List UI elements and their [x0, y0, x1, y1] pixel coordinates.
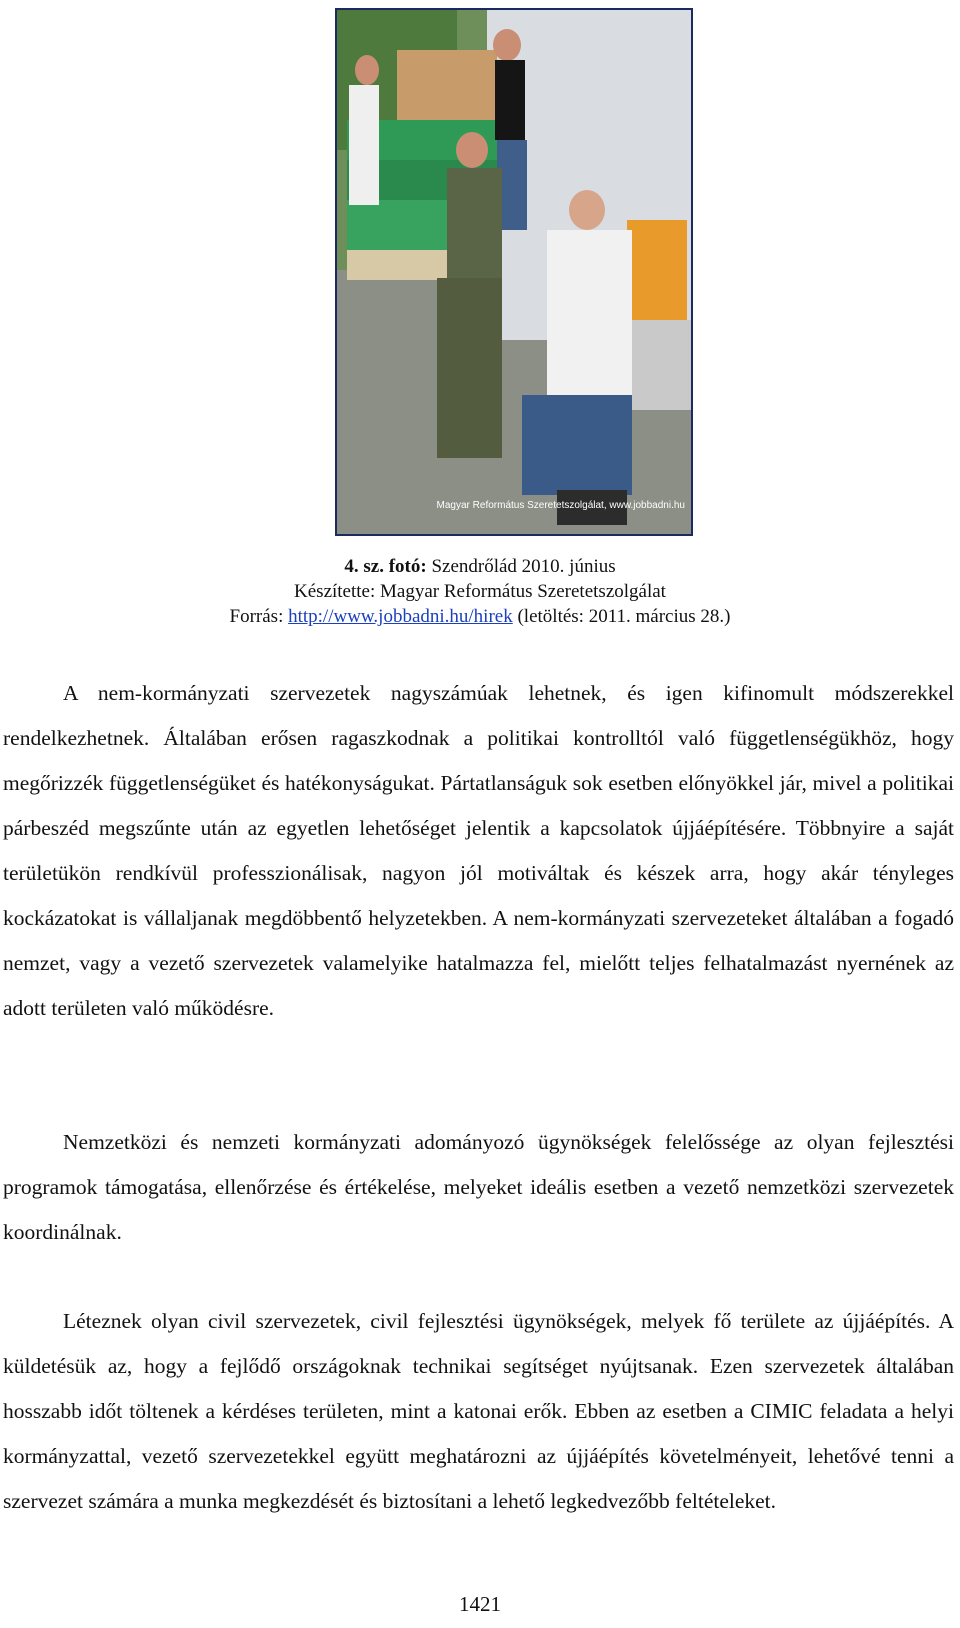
source-suffix: (letöltés: 2011. március 28.) — [512, 606, 731, 627]
page-number: 1421 — [459, 1592, 501, 1616]
caption-place-date: Szendrőlád 2010. június — [426, 556, 616, 577]
caption-line-3 — [0, 604, 960, 629]
paragraph-ngo-overview: A nem-kormányzati szervezetek nagyszámúak lehetnek, és igen kifinomult módszerekkel rendelkezhetnek. Általában erősen ragaszkodnak a politikai kontrolltól való függetlenségükhöz, hogy megőrizzék függetlenségüket és hatékonyságukat. Pártatlanságuk sok esetben előnyökkel jár, mivel a politikai párbeszéd megszűnte után az egyetlen lehetőséget jelentik a kapcsolatok újjáépítésére. Többnyire a saját területükön rendkívül professzionálisak, nagyon jól motiváltak és készek arra, hogy akár tényleges kockázatokat is vállaljanak megdöbbentő helyzetekben. A nem-kormányzati szervezeteket általában a fogadó nemzet, vagy a vezető szervezetek valamelyike hatalmazza fel, mielőtt teljes felhatalmazást nyernének az adott területen való működésre. — [3, 681, 954, 1020]
caption-line-2: Készítette: Magyar Református Szeretetszolgálat — [294, 581, 666, 602]
photo-caption — [0, 554, 960, 629]
volunteers-photo — [335, 8, 693, 536]
photo-illustration — [337, 10, 691, 534]
paragraph-civil-development: Léteznek olyan civil szervezetek, civil fejlesztési ügynökségek, melyek fő területe az újjáépítés. A küldetésük az, hogy a fejlődő országoknak technikai segítséget nyújtsanak. Ezen szervezetek általában hosszabb időt töltenek a kérdéses területen, mint a katonai erők. Ebben az esetben a CIMIC feladata a helyi kormányzattal, vezető szervezetekkel együtt meghatározni az újjáépítés követelményeit, lehetővé tenni a szervezet számára a munka megkezdését és biztosítani a lehető legkedvezőbb feltételeket. — [3, 1309, 954, 1513]
source-prefix: Forrás: — [229, 606, 289, 627]
caption-label: 4. sz. fotó: — [344, 556, 427, 577]
source-link[interactable]: http://www.jobbadni.hu/hirek — [288, 606, 513, 627]
photo-watermark: Magyar Református Szeretetszolgálat, www.jobbadni.hu — [436, 500, 685, 511]
caption-line-1 — [0, 554, 960, 579]
paragraph-donor-agencies: Nemzetközi és nemzeti kormányzati adományozó ügynökségek felelőssége az olyan fejlesztési programok támogatása, ellenőrzése és értékelése, melyeket ideális esetben a vezető nemzetközi szervezetek koordinálnak. — [3, 1130, 954, 1244]
